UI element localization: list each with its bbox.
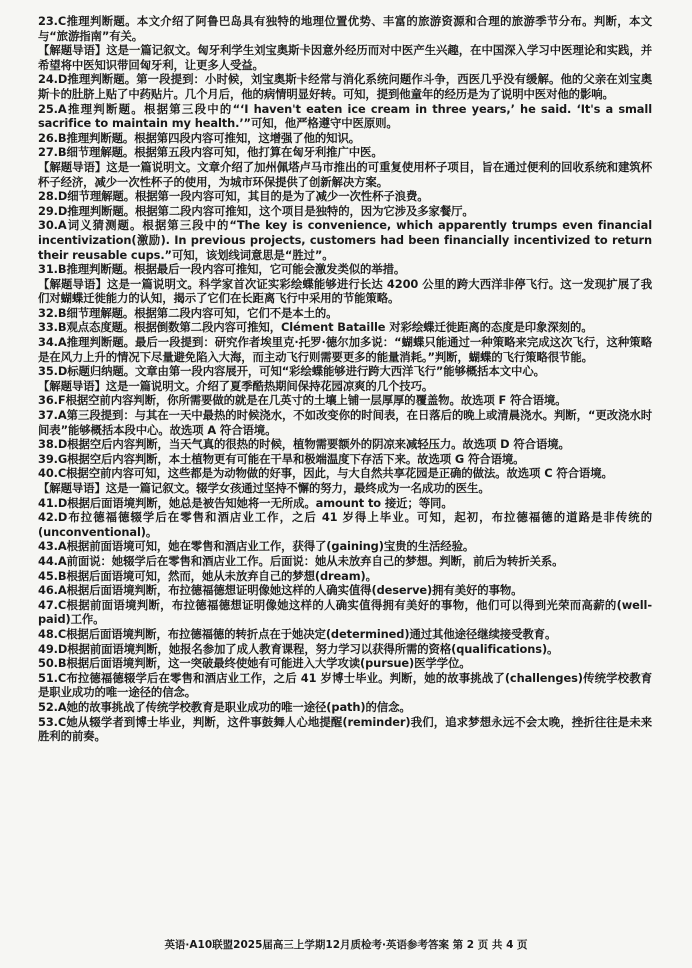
answer-item	[38, 204, 652, 219]
answer-item	[38, 218, 652, 262]
answer-number: 50.B	[38, 656, 67, 671]
answer-number: 46.A	[38, 583, 67, 598]
answer-number: 48.C	[38, 626, 67, 641]
answer-explanation: 根据后面语境判断，布拉德福德的转折点在于她决定(determined)通过其他途径继续接受教育。	[66, 626, 557, 641]
answer-number: 35.D	[38, 364, 68, 379]
answer-number: 37.A	[38, 408, 67, 423]
answer-explanation: 观点态度题。根据倒数第二段内容可推知，Clément Bataille 对彩绘蝶迁徙距离的态度是印象深刻的。	[66, 320, 593, 335]
answer-item	[38, 539, 652, 554]
answer-item	[38, 335, 652, 364]
answer-item	[38, 262, 652, 277]
answer-number: 33.B	[38, 320, 67, 335]
answer-explanation: 推理判断题。根据第二段内容可推知，这个项目是独特的，因为它涉及多家餐厅。	[67, 203, 474, 218]
section-intro-text: 【解题导语】这是一篇记叙文。匈牙利学生刘宝奥斯卡因意外经历而对中医产生兴趣，在中国深入学习中医理论和实践，并希望将中医知识带回匈牙利，让更多人受益。	[38, 43, 652, 72]
answer-number: 39.G	[38, 451, 68, 466]
answer-explanation: 根据空前内容判断，你所需要做的就是在几英寸的土壤上铺一层厚厚的覆盖物。故选项 F 符合语境。	[65, 393, 567, 408]
answer-list	[38, 14, 652, 744]
answer-item	[38, 131, 652, 146]
answer-item	[38, 627, 652, 642]
answer-explanation: 根据后面语境判断，她总是被告知她将一无所成。amount to 接近；等同。	[67, 495, 453, 510]
answer-item	[38, 583, 652, 598]
answer-item	[38, 437, 652, 452]
answer-explanation: 第三段提到：与其在一天中最热的时候浇水，不如改变你的时间表，在日落后的晚上或清晨浇水。判断，“更改浇水时间表”能够概括本段中心。故选项 A 符合语境。	[38, 408, 652, 437]
answer-number: 29.D	[38, 203, 68, 218]
section-intro	[38, 43, 652, 72]
answer-item	[38, 145, 652, 160]
answer-explanation: 推理判断题。本文介绍了阿鲁巴岛具有独特的地理位置优势、丰富的旅游资源和合理的旅游季节分布。判断，本文与“旅游指南”有关。	[38, 14, 652, 43]
section-intro-text: 【解题导语】这是一篇说明文。文章介绍了加州佩塔卢马市推出的可重复使用杯子项目，旨在通过便利的回收系统和建筑杯杯子经济，减少一次性杯子的使用，为城市环保提供了创新解决方案。	[38, 159, 652, 189]
answer-number: 51.C	[38, 670, 67, 685]
answer-explanation: 她的故事挑战了传统学校教育是职业成功的唯一途径(path)的信念。	[66, 699, 411, 714]
answer-explanation: 推理判断题。第一段提到：小时候，刘宝奥斯卡经常与消化系统问题作斗争，西医几乎没有缓解。他的父亲在刘宝奥斯卡的肚脐上贴了中药贴片。几个月后，他的病情明显好转。可知，提到他童年的经历是为了说明中医对他的影响。	[38, 72, 652, 101]
answer-explanation: 根据前面语境可知，她在零售和酒店业工作，获得了(gaining)宝贵的生活经验。	[66, 539, 475, 554]
answer-number: 47.C	[38, 597, 67, 612]
answer-number: 27.B	[38, 145, 67, 160]
answer-number: 30.A	[38, 218, 67, 233]
answer-item	[38, 496, 652, 511]
answer-number: 52.A	[38, 699, 67, 714]
answer-explanation: 推理判断题。根据第四段内容可推知，这增强了他的知识。	[66, 130, 361, 145]
answer-explanation: 布拉德福德辍学后在零售和酒店业工作，之后 41 岁得上毕业。可知，起初，布拉德福德的道路是非传统的(unconventional)。	[38, 510, 652, 539]
answer-explanation: 布拉德福德辍学后在零售和酒店业工作，之后 41 岁博士毕业。判断，她的故事挑战了(challenges)传统学校教育是职业成功的唯一途径的信念。	[38, 670, 652, 700]
answer-number: 43.A	[38, 539, 67, 554]
section-intro	[38, 160, 652, 189]
answer-number: 28.D	[38, 189, 68, 204]
answer-number: 32.B	[38, 305, 67, 320]
answer-explanation: 标题归纳题。文章由第一段内容展开，可知“彩绘蝶能够进行跨大西洋飞行”能够概括本文中心。	[67, 364, 545, 379]
answer-explanation: 根据前面语境判断，布拉德福德想证明像她这样的人确实值得拥有美好的事物，他们可以得到光荣而高薪的(well-paid)工作。	[38, 597, 652, 627]
answer-item	[38, 700, 652, 715]
answer-explanation: 根据后面语境可知，然而，她从未放弃自己的梦想(dream)。	[66, 568, 377, 583]
answer-item	[38, 189, 652, 204]
answer-explanation: 推理判断题。根据第三段中的“‘I haven't eaten ice cream in three years,’ he said. ‘It's a small sacrifice to maintain my health.’”可知，他严格遵守中医原则。	[38, 101, 652, 131]
answer-item	[38, 14, 652, 43]
answer-number: 41.D	[38, 495, 68, 510]
answer-item	[38, 320, 652, 335]
answer-item	[38, 671, 652, 700]
answer-item	[38, 715, 652, 744]
answer-explanation: 推理判断题。最后一段提到：研究作者埃里克·托罗·德尔加多说：“蝴蝶只能通过一种策略来完成这次飞行，这种策略是在风力上升的情况下尽量避免陷入大海，而主动飞行则需要更多的能量消耗。”判断，蝴蝶的飞行策略很节能。	[38, 335, 652, 364]
answer-number: 45.B	[38, 568, 67, 583]
answer-number: 34.A	[38, 335, 67, 350]
answer-explanation: 推理判断题。根据最后一段内容可推知，它可能会激发类似的举措。	[66, 262, 406, 277]
answer-explanation: 根据后面语境判断，这一突破最终使她有可能进入大学攻读(pursue)医学学位。	[66, 656, 471, 671]
answer-item	[38, 656, 652, 671]
answer-item	[38, 393, 652, 408]
section-intro	[38, 277, 652, 306]
answer-number: 38.D	[38, 437, 68, 452]
answer-number: 23.C	[38, 14, 67, 28]
answer-item	[38, 598, 652, 627]
answer-item	[38, 569, 652, 584]
section-intro-text: 【解题导语】这是一篇说明文。科学家首次证实彩绘蝶能够进行长达 4200 公里的跨大西洋非停飞行。这一发现扩展了我们对蝴蝶迁徙能力的认知，揭示了它们在长距离飞行中采用的节能策略。	[38, 276, 652, 306]
answer-explanation: 细节理解题。根据第二段内容可知，它们不是本土的。	[66, 305, 338, 320]
section-intro-text: 【解题导语】这是一篇记叙文。辍学女孩通过坚持不懈的努力，最终成为一名成功的医生。	[38, 481, 490, 495]
answer-item	[38, 466, 652, 481]
answer-explanation: 根据空后内容判断，本土植物更有可能在干旱和极端温度下存活下来。故选项 G 符合语境。	[67, 451, 525, 466]
answer-item	[38, 554, 652, 569]
answer-number: 49.D	[38, 641, 68, 656]
answer-explanation: 根据后面语境判断，布拉德福德想证明像她这样的人确实值得(deserve)拥有美好的事物。	[66, 583, 523, 598]
answer-item	[38, 102, 652, 131]
answer-number: 24.D	[38, 72, 68, 87]
answer-explanation: 根据空后内容判断，当天气真的很热的时候，植物需要额外的阴凉来减轻压力。故选项 D 符合语境。	[67, 437, 570, 452]
answer-item	[38, 452, 652, 467]
answer-item	[38, 72, 652, 101]
answer-explanation: 词义猜测题。根据第三段中的“The key is convenience, which apparently trumps even financial incentivization(激励). In previous projects, customers had been financially incentivized to return their reusable cups.”可知，该划线词意思是“胜过”。	[38, 218, 652, 262]
answer-item	[38, 510, 652, 539]
answer-number: 31.B	[38, 262, 67, 277]
answer-explanation: 细节理解题。根据第五段内容可知，他打算在匈牙利推广中医。	[66, 145, 383, 160]
section-intro	[38, 379, 652, 394]
answer-explanation: 根据空前内容可知，这些都是为动物做的好事，因此，与大自然共享花园是正确的做法。故选项 C 符合语境。	[66, 466, 613, 481]
answer-explanation: 根据前面语境判断，她报名参加了成人教育课程，努力学习以获得所需的资格(qualifications)。	[67, 641, 559, 656]
page-footer: 英语·A10联盟2025届高三上学期12月质检考·英语参考答案 第 2 页 共 4 页	[164, 939, 528, 951]
answer-number: 53.C	[38, 714, 67, 729]
answer-number: 44.A	[38, 553, 67, 568]
answer-number: 42.D	[38, 510, 68, 525]
section-intro	[38, 481, 652, 496]
answer-explanation: 她从辍学者到博士毕业，判断，这件事鼓舞人心地提醒(reminder)我们，追求梦想永远不会太晚，挫折往往是未来胜利的前奏。	[38, 714, 652, 744]
answer-item	[38, 408, 652, 437]
answer-number: 40.C	[38, 466, 67, 481]
answer-item	[38, 642, 652, 657]
answer-explanation: 细节理解题。根据第一段内容可知，其目的是为了减少一次性杯子浪费。	[67, 189, 429, 204]
answer-explanation: 前面说：她辍学后在零售和酒店业工作。后面说：她从未放弃自己的梦想。判断，前后为转折关系。	[66, 553, 564, 568]
answer-number: 25.A	[38, 101, 67, 116]
answer-number: 26.B	[38, 130, 67, 145]
answer-number: 36.F	[38, 393, 66, 408]
section-intro-text: 【解题导语】这是一篇说明文。介绍了夏季酷热期间保持花园凉爽的几个技巧。	[38, 378, 434, 393]
answer-item	[38, 306, 652, 321]
answer-item	[38, 364, 652, 379]
